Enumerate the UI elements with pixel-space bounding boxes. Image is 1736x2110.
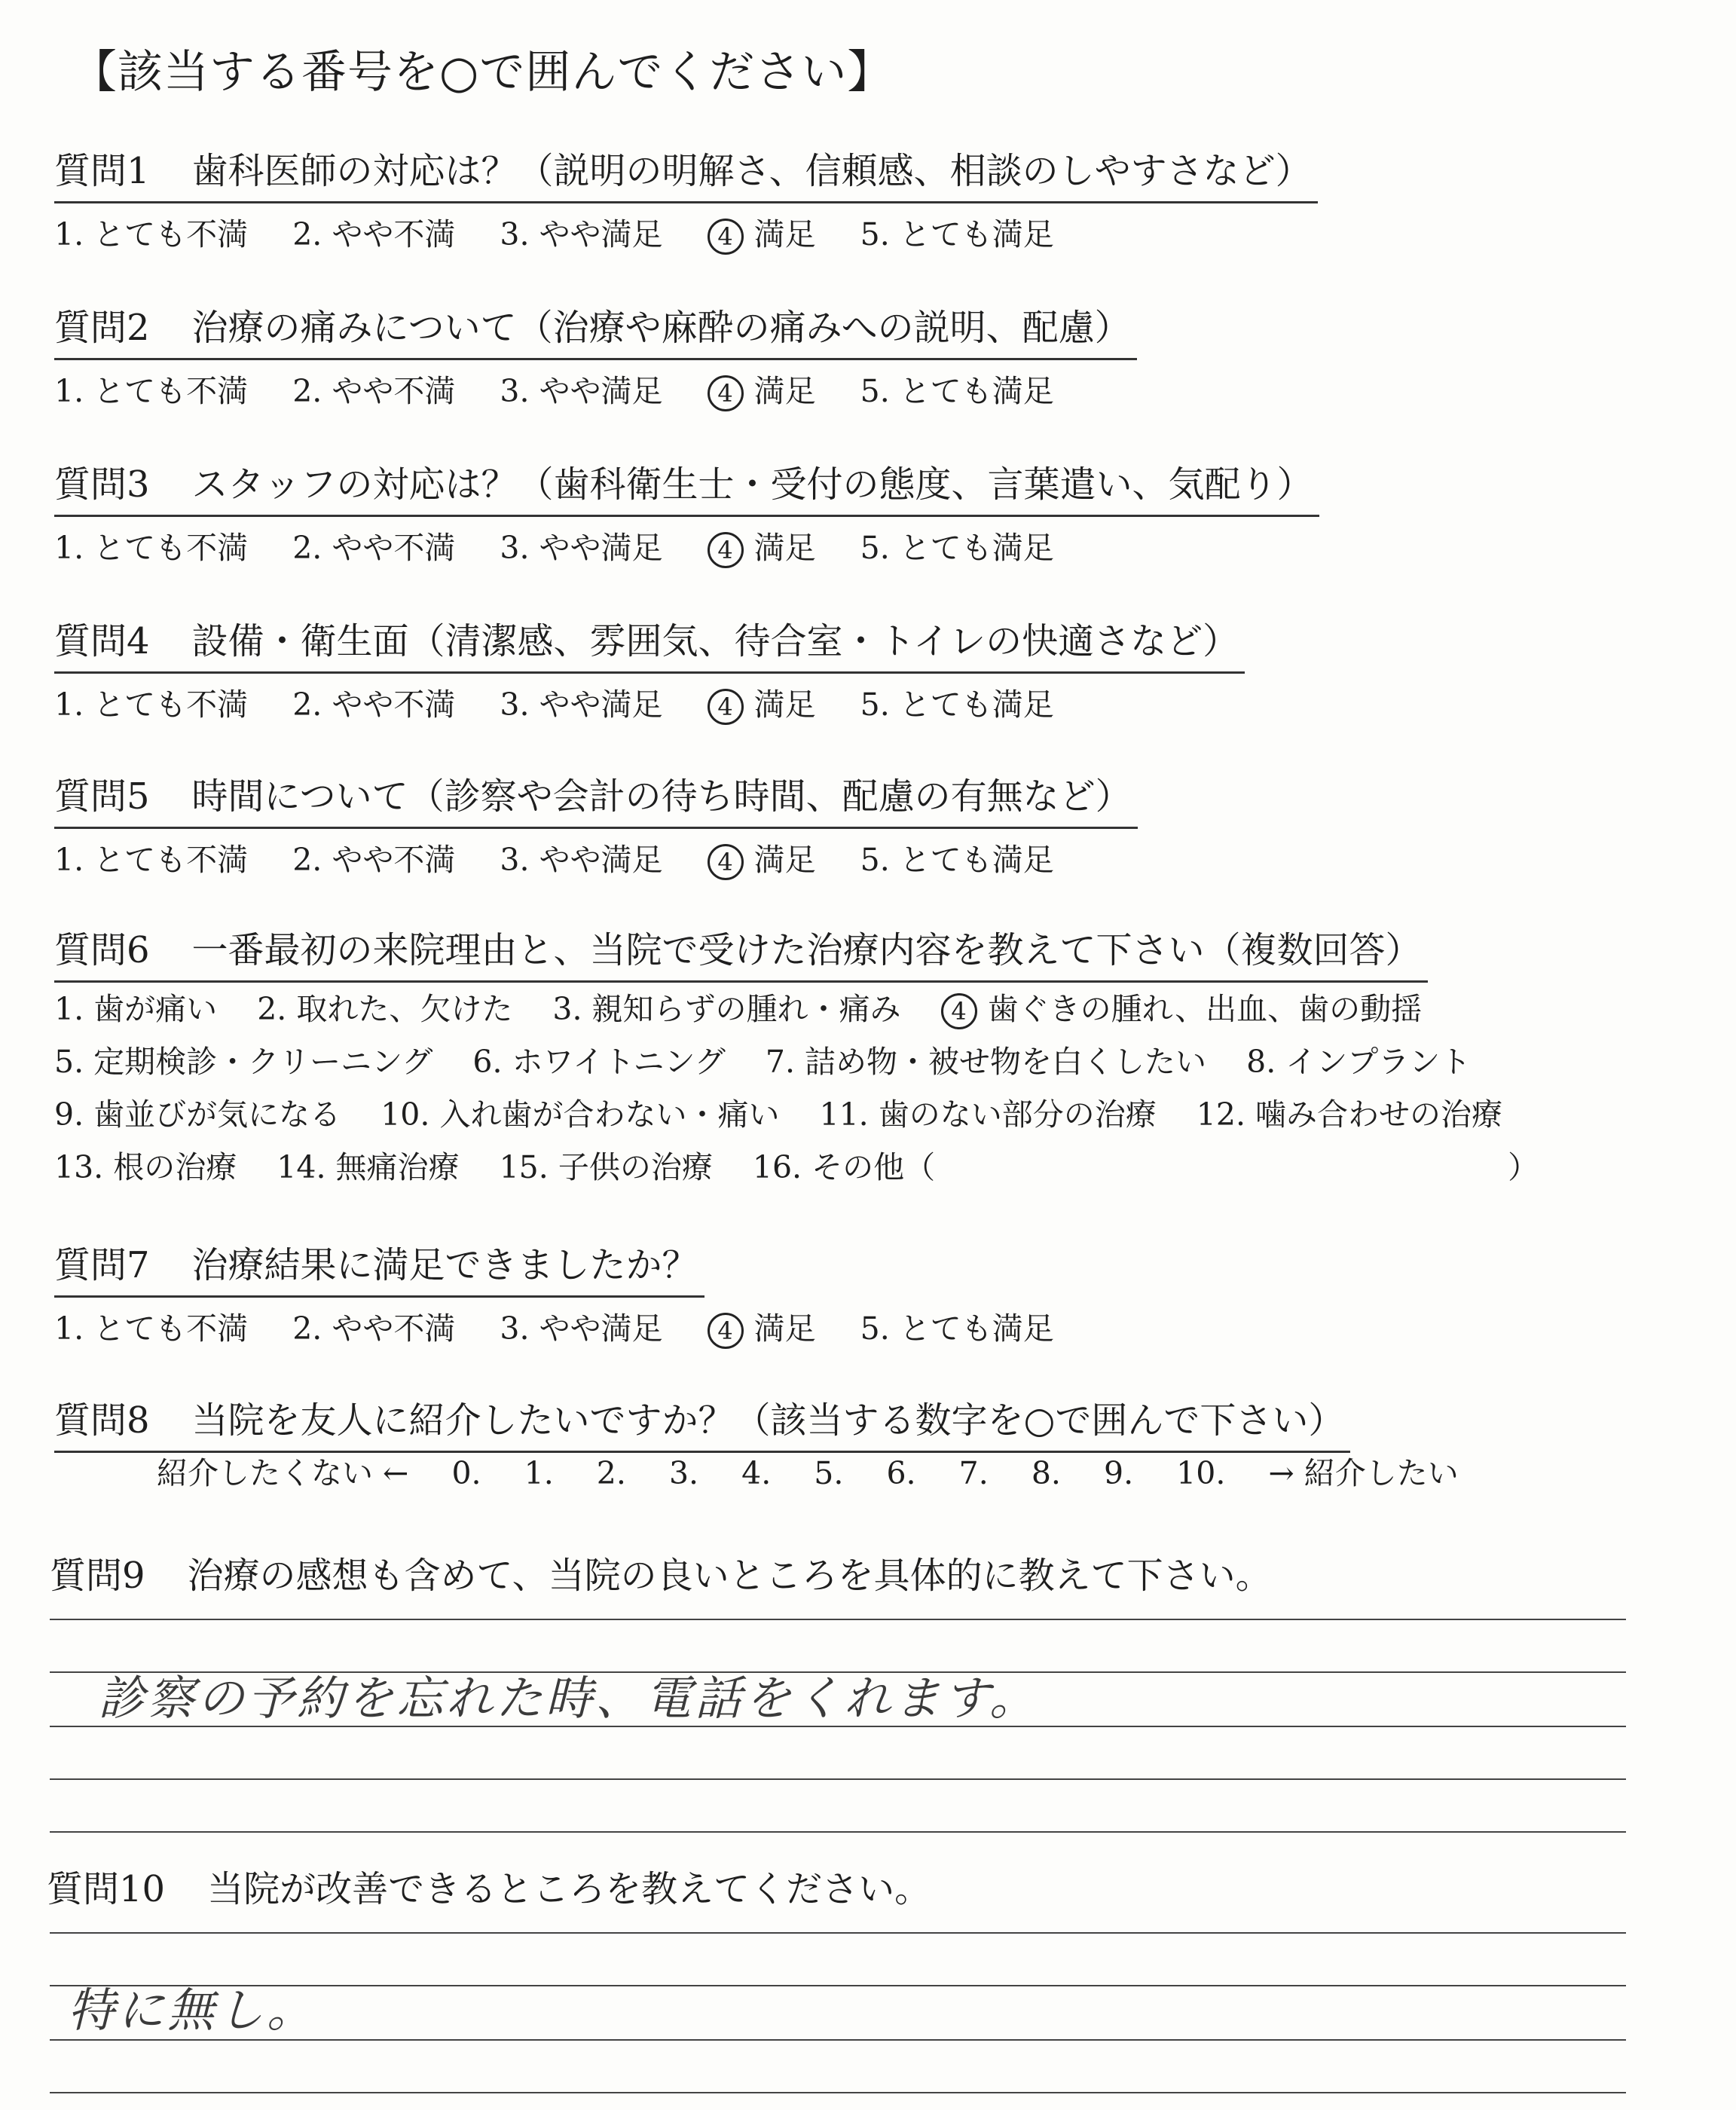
options-row-1 <box>54 983 1539 1035</box>
scale-option[interactable]: 0. <box>451 1455 481 1491</box>
option-4-circled[interactable] <box>708 842 816 878</box>
question-3 <box>54 455 1319 568</box>
option-2[interactable]: 2. やや不満 <box>292 216 456 252</box>
answer-line <box>50 1778 1626 1780</box>
option-10[interactable]: 10. 入れ歯が合わない・痛い <box>381 1096 780 1133</box>
question-number: 質問5 <box>54 775 150 818</box>
question-1 <box>54 142 1318 255</box>
option-5[interactable]: 5. とても満足 <box>860 687 1054 723</box>
option-3[interactable]: 3. やや満足 <box>500 216 663 252</box>
scale-option[interactable]: 5. <box>814 1455 844 1491</box>
option-4-circled[interactable] <box>708 687 816 723</box>
answer-options <box>54 835 1138 880</box>
options-row-3 <box>54 1088 1539 1141</box>
circled-number: 4 <box>708 844 744 880</box>
option-4-circled[interactable] <box>708 1310 816 1347</box>
question-text: 治療結果に満足できましたか？ <box>191 1244 698 1286</box>
question-3-heading <box>54 455 1319 517</box>
circled-number: 4 <box>708 1313 744 1349</box>
option-1[interactable]: 1. とても不満 <box>54 1310 249 1347</box>
option-9[interactable]: 9. 歯並びが気になる <box>54 1096 341 1133</box>
option-16-other[interactable] <box>753 1149 1539 1185</box>
scale-option[interactable]: 7. <box>958 1455 989 1491</box>
answer-options <box>54 366 1137 411</box>
question-6 <box>54 921 1539 1194</box>
question-text: スタッフの対応は？（歯科衛生士・受付の態度、言葉遣い、気配り） <box>191 463 1313 506</box>
question-number: 質問1 <box>54 150 150 192</box>
option-1[interactable]: 1. とても不満 <box>54 530 249 566</box>
option-3[interactable]: 3. やや満足 <box>500 842 663 878</box>
option-13[interactable]: 13. 根の治療 <box>54 1149 237 1185</box>
answer-options <box>54 680 1245 725</box>
scale-option[interactable]: 2. <box>596 1455 626 1491</box>
option-5[interactable]: 5. とても満足 <box>860 842 1054 878</box>
scale-option[interactable]: 1. <box>524 1455 554 1491</box>
question-8-heading <box>54 1391 1350 1453</box>
option-5[interactable]: 5. とても満足 <box>860 530 1054 566</box>
other-close-paren: ） <box>1508 1149 1539 1185</box>
form-title: 【該当する番号を○で囲んでください】 <box>72 46 894 99</box>
option-label: 満足 <box>753 842 816 878</box>
option-5[interactable]: 5. 定期検診・クリーニング <box>54 1044 433 1080</box>
handwritten-answer-9[interactable]: 診察の予約を忘れた時、電話をくれます。 <box>98 1671 1040 1726</box>
option-15[interactable]: 15. 子供の治療 <box>499 1149 713 1185</box>
option-2[interactable]: 2. やや不満 <box>292 530 456 566</box>
option-1[interactable]: 1. とても不満 <box>54 216 249 252</box>
question-number: 質問2 <box>54 307 150 349</box>
question-2-heading <box>54 298 1137 360</box>
option-3[interactable]: 3. 親知らずの腫れ・痛み <box>552 991 901 1027</box>
option-14[interactable]: 14. 無痛治療 <box>277 1149 460 1185</box>
question-number: 質問8 <box>54 1399 150 1442</box>
answer-options <box>54 209 1318 255</box>
answer-options <box>54 1304 1089 1349</box>
option-2[interactable]: 2. やや不満 <box>292 842 456 878</box>
question-number: 質問4 <box>54 620 150 662</box>
option-label: 歯ぐきの腫れ、出血、歯の動揺 <box>987 991 1423 1027</box>
scale-option[interactable]: 8. <box>1031 1455 1061 1491</box>
question-9 <box>50 1546 1272 1598</box>
question-8 <box>54 1391 1350 1453</box>
question-2 <box>54 298 1137 411</box>
option-label: 満足 <box>753 373 816 409</box>
options-row-2 <box>54 1035 1539 1088</box>
question-number: 質問9 <box>50 1555 145 1597</box>
options-row-4 <box>54 1141 1539 1194</box>
option-5[interactable]: 5. とても満足 <box>860 1310 1054 1347</box>
question-7-heading <box>54 1236 704 1298</box>
option-3[interactable]: 3. やや満足 <box>500 530 663 566</box>
scale-option[interactable]: 4. <box>741 1455 772 1491</box>
option-7[interactable]: 7. 詰め物・被せ物を白くしたい <box>765 1044 1207 1080</box>
question-text: 治療の感想も含めて、当院の良いところを具体的に教えて下さい。 <box>187 1555 1272 1597</box>
option-11[interactable]: 11. 歯のない部分の治療 <box>819 1096 1157 1133</box>
question-text: 当院を友人に紹介したいですか？（該当する数字を○で囲んで下さい） <box>191 1399 1345 1442</box>
scale-option[interactable]: 3. <box>668 1455 699 1491</box>
scale-left-label: 紹介したくない ← <box>157 1455 409 1491</box>
option-2[interactable]: 2. やや不満 <box>292 373 456 409</box>
question-5-heading <box>54 767 1138 829</box>
answer-options <box>54 523 1319 568</box>
question-1-heading <box>54 142 1318 203</box>
circled-number: 4 <box>708 219 744 255</box>
handwritten-answer-10[interactable]: 特に無し。 <box>68 1983 317 2038</box>
answer-options <box>54 983 1539 1194</box>
option-1[interactable]: 1. とても不満 <box>54 842 249 878</box>
option-4-circled[interactable] <box>708 373 816 409</box>
answer-line <box>50 2092 1626 2093</box>
option-2[interactable]: 2. やや不満 <box>292 687 456 723</box>
answer-line <box>50 1619 1626 1620</box>
question-number: 質問3 <box>54 463 150 506</box>
option-5[interactable]: 5. とても満足 <box>860 373 1054 409</box>
question-text: 設備・衛生面（清潔感、雰囲気、待合室・トイレの快適さなど） <box>191 620 1239 662</box>
option-3[interactable]: 3. やや満足 <box>500 1310 663 1347</box>
circled-number: 4 <box>941 993 977 1029</box>
option-1[interactable]: 1. とても不満 <box>54 687 249 723</box>
question-4 <box>54 612 1245 725</box>
question-text: 歯科医師の対応は？（説明の明解さ、信頼感、相談のしやすさなど） <box>191 150 1312 192</box>
answer-line <box>50 1932 1626 1934</box>
option-5[interactable]: 5. とても満足 <box>860 216 1054 252</box>
answer-line <box>50 1831 1626 1833</box>
question-7 <box>54 1236 1089 1349</box>
question-text: 時間について（診察や会計の待ち時間、配慮の有無など） <box>191 775 1132 818</box>
option-label: 満足 <box>753 530 816 566</box>
option-1[interactable]: 1. 歯が痛い <box>54 991 218 1027</box>
circled-number: 4 <box>708 375 744 411</box>
question-6-heading <box>54 921 1428 983</box>
question-text: 当院が改善できるところを教えてください。 <box>207 1868 931 1910</box>
question-number: 質問7 <box>54 1244 150 1286</box>
scale-option[interactable]: 9. <box>1103 1455 1134 1491</box>
question-10 <box>47 1860 931 1912</box>
circled-number: 4 <box>708 689 744 725</box>
option-label: 満足 <box>753 1310 816 1347</box>
circled-number: 4 <box>708 532 744 568</box>
option-4-circled[interactable] <box>941 991 1422 1027</box>
question-4-heading <box>54 612 1245 674</box>
option-2[interactable]: 2. やや不満 <box>292 1310 456 1347</box>
option-6[interactable]: 6. ホワイトニング <box>472 1044 726 1080</box>
option-label: 満足 <box>753 687 816 723</box>
recommendation-scale <box>157 1448 1492 1493</box>
scale-right-label: → 紹介したい <box>1268 1455 1459 1491</box>
question-text: 治療の痛みについて（治療や麻酔の痛みへの説明、配慮） <box>191 307 1131 349</box>
question-number: 質問6 <box>54 929 150 971</box>
scale-option[interactable]: 10. <box>1176 1455 1226 1491</box>
option-8[interactable]: 8. インプラント <box>1246 1044 1472 1080</box>
option-4-circled[interactable] <box>708 530 816 566</box>
option-3[interactable]: 3. やや満足 <box>500 687 663 723</box>
scale-option[interactable]: 6. <box>886 1455 916 1491</box>
question-number: 質問10 <box>47 1868 166 1910</box>
option-1[interactable]: 1. とても不満 <box>54 373 249 409</box>
question-text: 一番最初の来院理由と、当院で受けた治療内容を教えて下さい（複数回答） <box>191 929 1422 971</box>
option-2[interactable]: 2. 取れた、欠けた <box>257 991 513 1027</box>
option-4-circled[interactable] <box>708 216 816 252</box>
question-5 <box>54 767 1138 880</box>
option-3[interactable]: 3. やや満足 <box>500 373 663 409</box>
option-12[interactable]: 12. 噛み合わせの治療 <box>1196 1096 1503 1133</box>
option-label: 満足 <box>753 216 816 252</box>
other-open-paren: 16. その他（ <box>752 1149 936 1185</box>
